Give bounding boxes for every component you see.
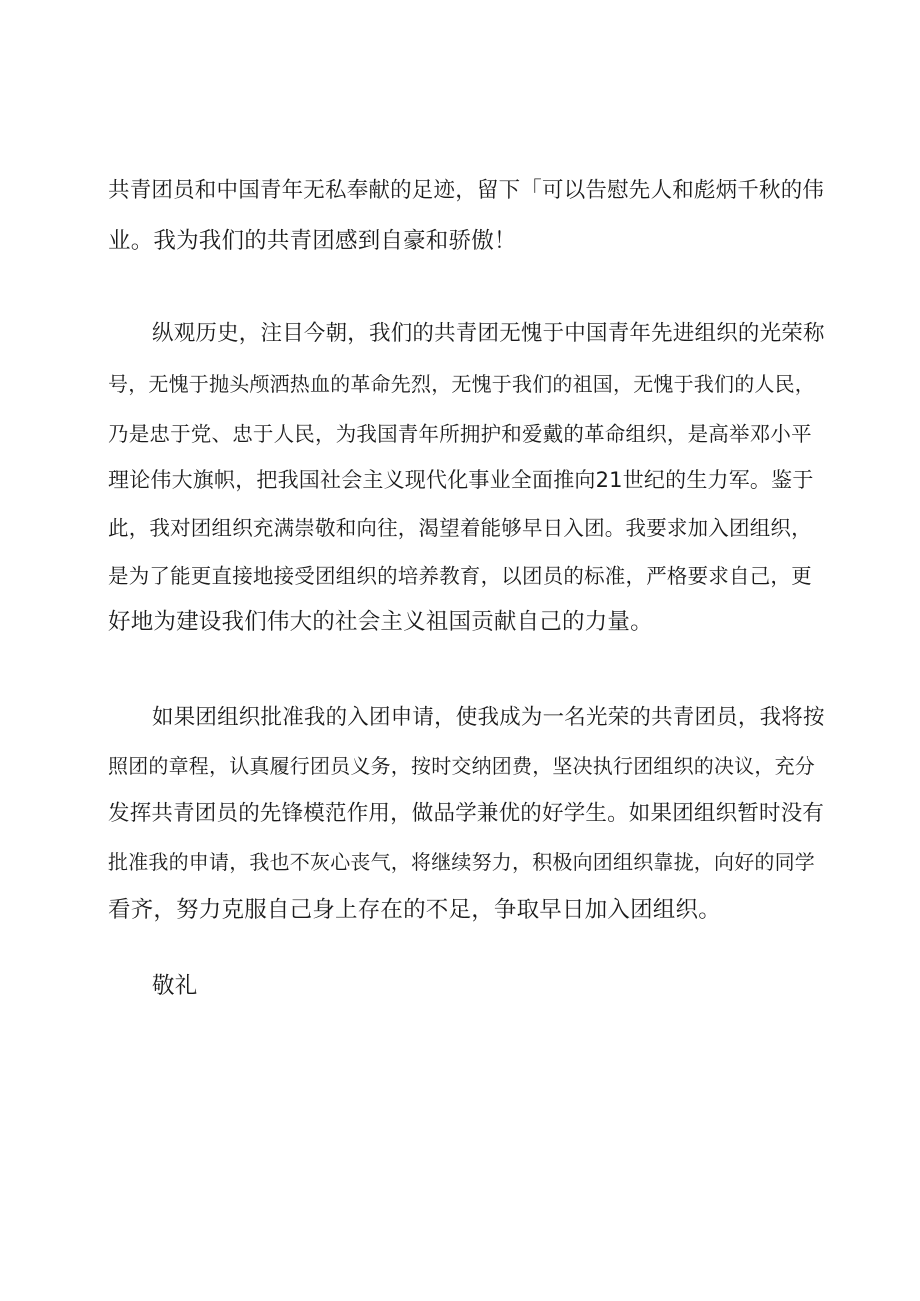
paragraph-2-line-1: 纵观历史，注目今朝，我们的共青团无愧于中国青年先进组织的光荣称 <box>152 321 825 346</box>
paragraph-2-line-7: 好地为建设我们伟大的社会主义祖国贡献自己的力量。 <box>108 609 653 635</box>
paragraph-1-line-2: 业。我为我们的共青团感到自豪和骄傲！ <box>108 228 517 254</box>
paragraph-3-line-5: 看齐，努力克服自己身上存在的不足，争取早日加入团组织。 <box>108 897 721 923</box>
closing-salutation: 敬礼 <box>152 973 198 999</box>
paragraph-2-line-2: 号，无愧于抛头颅洒热血的革命先烈，无愧于我们的祖国，无愧于我们的人民， <box>108 372 815 396</box>
paragraph-3-line-3: 发挥共青团员的先锋模范作用，做品学兼优的好学生。如果团组织暂时没有 <box>108 801 825 826</box>
paragraph-2-line-4: 理论伟大旗帜，把我国社会主义现代化事业全面推向21世纪的生力军。鉴于 <box>108 468 814 492</box>
paragraph-3-line-4: 批准我的申请，我也不灰心丧气，将继续努力，积极向团组织靠拢，向好的同学 <box>108 850 815 874</box>
paragraph-2-line-5: 此，我对团组织充满崇敬和向往，渴望着能够早日入团。我要求加入团组织， <box>108 516 812 540</box>
paragraph-3-line-2: 照团的章程，认真履行团员义务，按时交纳团费，坚决执行团组织的决议，充分 <box>108 754 815 778</box>
paragraph-1-line-1: 共青团员和中国青年无私奉献的足迹，留下「可以告慰先人和彪炳千秋的伟 <box>108 178 825 203</box>
paragraph-3-line-1: 如果团组织批准我的入团申请，使我成为一名光荣的共青团员，我将按 <box>152 705 825 730</box>
paragraph-2-line-6: 是为了能更直接地接受团组织的培养教育，以团员的标准，严格要求自己，更 <box>108 564 812 588</box>
paragraph-2-line-3: 乃是忠于党、忠于人民，为我国青年所拥护和爱戴的革命组织，是高举邓小平 <box>108 422 812 446</box>
